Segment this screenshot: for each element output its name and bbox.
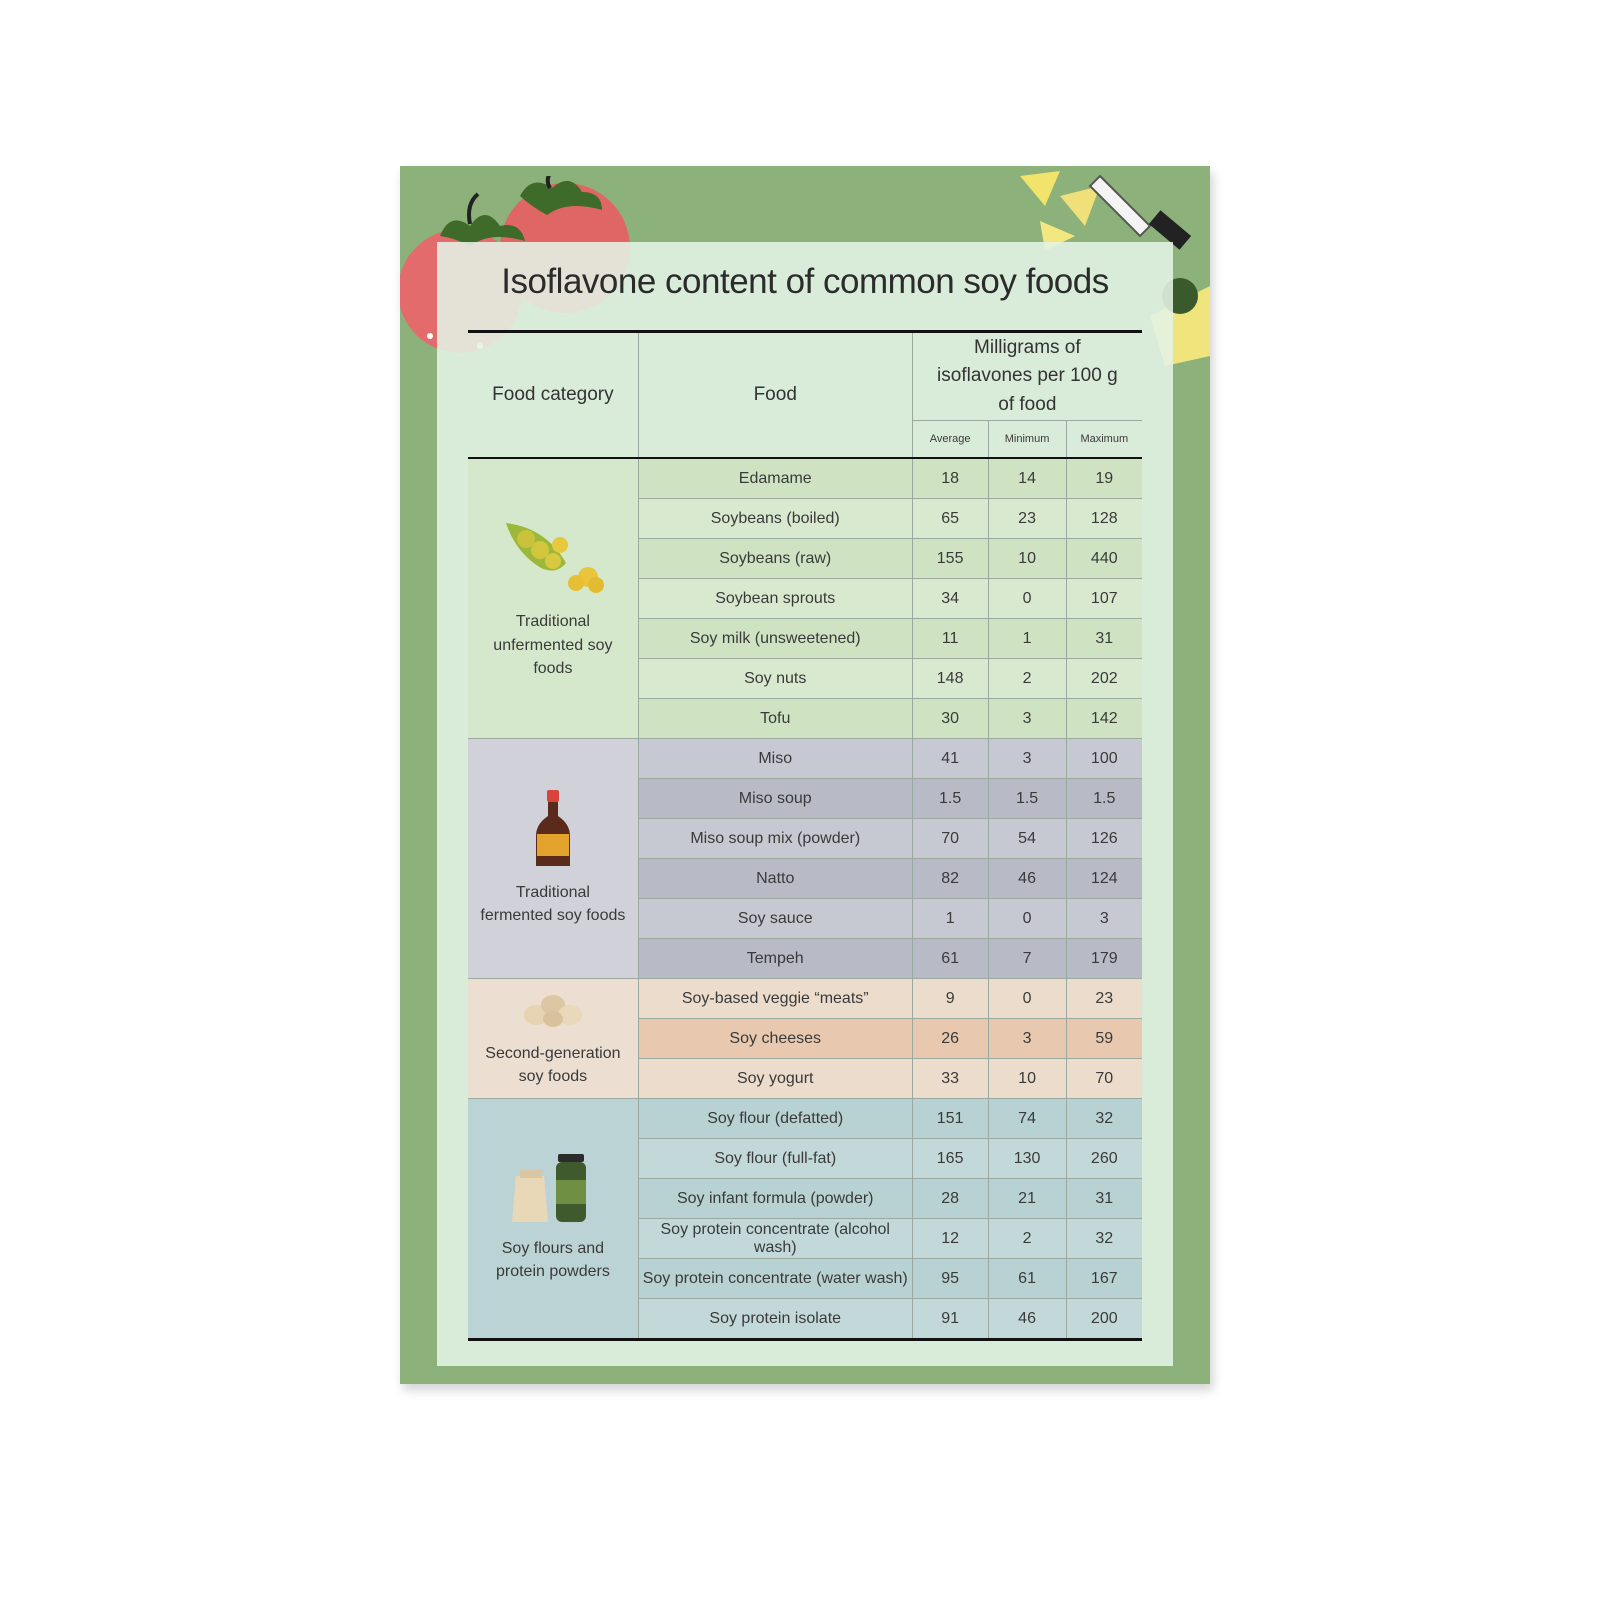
minimum-cell: 2 — [988, 659, 1066, 699]
maximum-cell: 142 — [1066, 699, 1142, 739]
average-cell: 18 — [912, 458, 988, 499]
maximum-cell: 19 — [1066, 458, 1142, 499]
minimum-cell: 3 — [988, 1019, 1066, 1059]
content-panel — [437, 242, 1173, 1366]
maximum-cell: 1.5 — [1066, 779, 1142, 819]
average-cell: 82 — [912, 859, 988, 899]
category-label: Traditional fermented soy foods — [480, 883, 626, 925]
food-cell: Soy milk (unsweetened) — [638, 619, 912, 659]
average-cell: 91 — [912, 1299, 988, 1340]
table-row — [468, 458, 1142, 499]
average-cell: 11 — [912, 619, 988, 659]
food-cell: Soy protein concentrate (water wash) — [638, 1259, 912, 1299]
category-label: Second-generation soy foods — [485, 1044, 621, 1086]
food-cell: Miso soup mix (powder) — [638, 819, 912, 859]
average-cell: 12 — [912, 1219, 988, 1259]
average-cell: 151 — [912, 1099, 988, 1139]
minimum-cell: 23 — [988, 499, 1066, 539]
header-measure: Milligrams of isoflavones per 100 g of food — [912, 332, 1142, 421]
food-cell: Soy protein concentrate (alcohol wash) — [638, 1219, 912, 1259]
average-cell: 28 — [912, 1179, 988, 1219]
table-row — [468, 739, 1142, 779]
maximum-cell: 100 — [1066, 739, 1142, 779]
table-body — [468, 458, 1142, 1340]
minimum-cell: 2 — [988, 1219, 1066, 1259]
average-cell: 26 — [912, 1019, 988, 1059]
food-cell: Miso soup — [638, 779, 912, 819]
food-cell: Soy yogurt — [638, 1059, 912, 1099]
food-cell: Soy-based veggie “meats” — [638, 979, 912, 1019]
maximum-cell: 31 — [1066, 1179, 1142, 1219]
category-label: Soy flours and protein powders — [495, 1239, 610, 1281]
minimum-cell: 21 — [988, 1179, 1066, 1219]
soy-sauce-bottle-icon — [468, 790, 638, 875]
minimum-cell: 0 — [988, 579, 1066, 619]
maximum-cell: 70 — [1066, 1059, 1142, 1099]
food-cell: Edamame — [638, 458, 912, 499]
minimum-cell: 130 — [988, 1139, 1066, 1179]
header-minimum: Minimum — [988, 421, 1066, 459]
average-cell: 148 — [912, 659, 988, 699]
table-row — [468, 979, 1142, 1019]
food-cell: Soy cheeses — [638, 1019, 912, 1059]
maximum-cell: 440 — [1066, 539, 1142, 579]
food-cell: Soy protein isolate — [638, 1299, 912, 1340]
average-cell: 61 — [912, 939, 988, 979]
maximum-cell: 202 — [1066, 659, 1142, 699]
food-cell: Tofu — [638, 699, 912, 739]
average-cell: 95 — [912, 1259, 988, 1299]
maximum-cell: 3 — [1066, 899, 1142, 939]
maximum-cell: 107 — [1066, 579, 1142, 619]
maximum-cell: 23 — [1066, 979, 1142, 1019]
minimum-cell: 3 — [988, 739, 1066, 779]
maximum-cell: 124 — [1066, 859, 1142, 899]
category-cell-second-generation-soy-foods — [468, 979, 638, 1099]
average-cell: 33 — [912, 1059, 988, 1099]
minimum-cell: 10 — [988, 1059, 1066, 1099]
food-cell: Soy infant formula (powder) — [638, 1179, 912, 1219]
food-cell: Natto — [638, 859, 912, 899]
category-label: Traditional unfermented soy foods — [493, 613, 613, 677]
food-cell: Soybeans (boiled) — [638, 499, 912, 539]
food-cell: Soybeans (raw) — [638, 539, 912, 579]
average-cell: 65 — [912, 499, 988, 539]
minimum-cell: 14 — [988, 458, 1066, 499]
maximum-cell: 200 — [1066, 1299, 1142, 1340]
food-cell: Miso — [638, 739, 912, 779]
food-cell: Tempeh — [638, 939, 912, 979]
category-cell-soy-flours-and-protein-powders — [468, 1099, 638, 1340]
average-cell: 1.5 — [912, 779, 988, 819]
food-cell: Soy flour (full-fat) — [638, 1139, 912, 1179]
average-cell: 30 — [912, 699, 988, 739]
minimum-cell: 46 — [988, 1299, 1066, 1340]
maximum-cell: 128 — [1066, 499, 1142, 539]
food-cell: Soy flour (defatted) — [638, 1099, 912, 1139]
maximum-cell: 179 — [1066, 939, 1142, 979]
food-cell: Soy nuts — [638, 659, 912, 699]
maximum-cell: 59 — [1066, 1019, 1142, 1059]
isoflavone-table — [468, 330, 1142, 1341]
minimum-cell: 0 — [988, 899, 1066, 939]
food-cell: Soy sauce — [638, 899, 912, 939]
table-bottom-rule — [468, 1340, 1142, 1342]
average-cell: 41 — [912, 739, 988, 779]
average-cell: 1 — [912, 899, 988, 939]
average-cell: 165 — [912, 1139, 988, 1179]
food-cell: Soybean sprouts — [638, 579, 912, 619]
flour-bag-and-jar-icon — [468, 1154, 638, 1231]
minimum-cell: 54 — [988, 819, 1066, 859]
page-title: Isoflavone content of common soy foods — [501, 262, 1109, 301]
average-cell: 9 — [912, 979, 988, 1019]
maximum-cell: 32 — [1066, 1099, 1142, 1139]
category-cell-traditional-fermented-soy-foods — [468, 739, 638, 979]
minimum-cell: 1 — [988, 619, 1066, 659]
table-row — [468, 1099, 1142, 1139]
maximum-cell: 31 — [1066, 619, 1142, 659]
minimum-cell: 74 — [988, 1099, 1066, 1139]
minimum-cell: 0 — [988, 979, 1066, 1019]
maximum-cell: 32 — [1066, 1219, 1142, 1259]
minimum-cell: 61 — [988, 1259, 1066, 1299]
minimum-cell: 1.5 — [988, 779, 1066, 819]
minimum-cell: 7 — [988, 939, 1066, 979]
maximum-cell: 260 — [1066, 1139, 1142, 1179]
maximum-cell: 126 — [1066, 819, 1142, 859]
average-cell: 70 — [912, 819, 988, 859]
soybeans-icon — [468, 989, 638, 1036]
minimum-cell: 10 — [988, 539, 1066, 579]
soybean-pod-icon — [468, 517, 638, 604]
minimum-cell: 46 — [988, 859, 1066, 899]
header-average: Average — [912, 421, 988, 459]
maximum-cell: 167 — [1066, 1259, 1142, 1299]
header-maximum: Maximum — [1066, 421, 1142, 459]
header-food: Food — [638, 332, 912, 459]
poster — [400, 166, 1210, 1384]
average-cell: 34 — [912, 579, 988, 619]
header-food-category: Food category — [492, 384, 614, 405]
minimum-cell: 3 — [988, 699, 1066, 739]
category-cell-traditional-unfermented-soy-foods — [468, 458, 638, 739]
average-cell: 155 — [912, 539, 988, 579]
